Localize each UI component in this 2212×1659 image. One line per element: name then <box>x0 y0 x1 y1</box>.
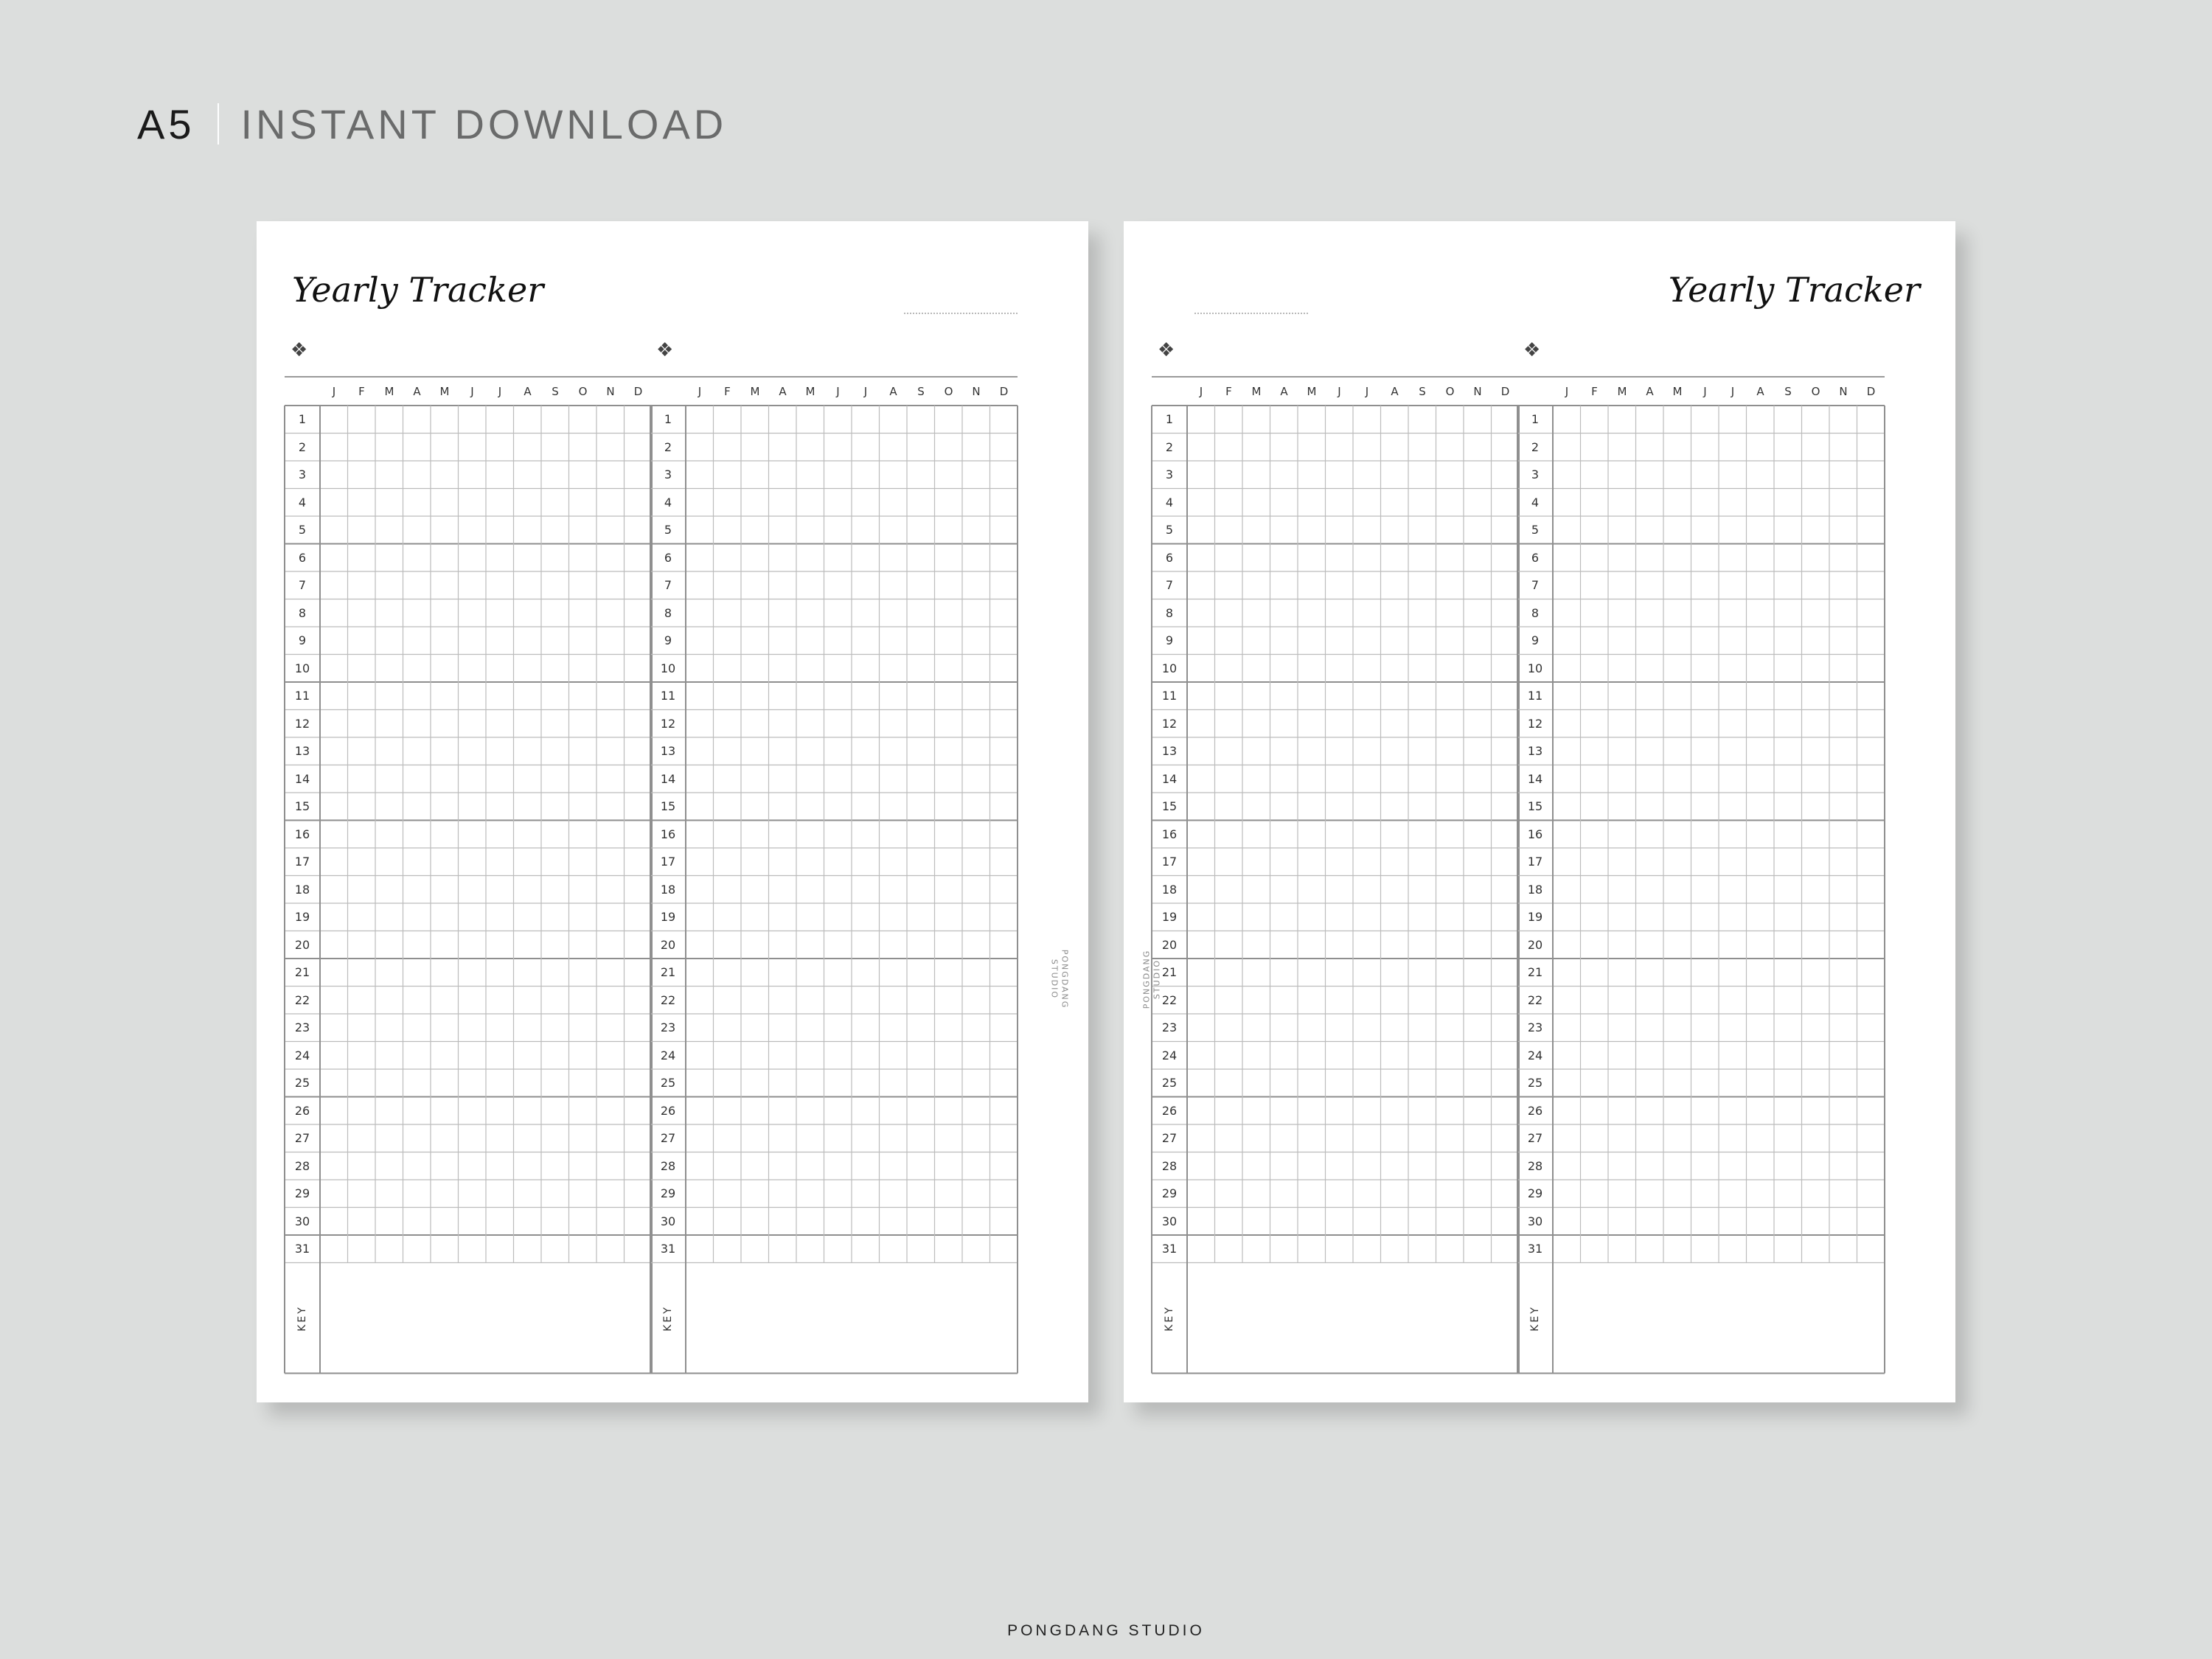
day-number: 23 <box>1527 1020 1543 1034</box>
day-number: 21 <box>660 965 676 979</box>
planner-page-right <box>1124 221 1955 1402</box>
header <box>137 94 727 153</box>
diamond-icon: ❖ <box>656 339 674 361</box>
day-number: 4 <box>298 495 307 509</box>
day-number: 5 <box>298 523 307 537</box>
day-number: 4 <box>664 495 672 509</box>
day-number: 7 <box>664 578 672 592</box>
day-number: 6 <box>664 550 672 565</box>
day-number: 19 <box>294 910 310 924</box>
month-label: S <box>552 385 559 398</box>
page-title: Yearly Tracker <box>292 270 544 310</box>
day-number: 31 <box>1161 1242 1178 1256</box>
day-number: 10 <box>1161 661 1178 675</box>
side-brand-line1: PONGDANG <box>1141 949 1152 1009</box>
day-number: 11 <box>660 689 676 703</box>
day-number: 21 <box>294 965 310 979</box>
day-number: 3 <box>664 467 672 481</box>
month-label: J <box>1731 385 1735 398</box>
key-label-text: KEY <box>661 1304 674 1332</box>
day-number: 24 <box>1161 1048 1178 1062</box>
month-label: N <box>606 385 615 398</box>
month-label: M <box>1617 385 1627 398</box>
month-label: A <box>1756 385 1764 398</box>
month-label: J <box>332 385 336 398</box>
day-number: 26 <box>294 1103 310 1118</box>
month-label: M <box>1307 385 1317 398</box>
day-number: 27 <box>1527 1131 1543 1145</box>
day-number: 4 <box>1165 495 1174 509</box>
day-number: 30 <box>1161 1214 1178 1228</box>
day-number: 25 <box>1527 1076 1543 1090</box>
month-label: J <box>698 385 702 398</box>
day-number: 13 <box>1527 744 1543 758</box>
day-number: 26 <box>1161 1103 1178 1118</box>
month-label: J <box>1365 385 1369 398</box>
day-number: 17 <box>294 855 310 869</box>
month-label: D <box>999 385 1009 398</box>
day-number: 20 <box>1527 937 1543 952</box>
key-label-text: KEY <box>1528 1304 1541 1332</box>
day-number: 1 <box>1165 412 1174 426</box>
day-number: 30 <box>660 1214 676 1228</box>
month-label: S <box>1784 385 1792 398</box>
day-number: 6 <box>1165 550 1174 565</box>
footer-brand: PONGDANG STUDIO <box>1007 1622 1205 1639</box>
key-label <box>285 1263 320 1374</box>
day-number: 28 <box>660 1158 676 1173</box>
day-number: 22 <box>1161 992 1178 1007</box>
month-label: A <box>889 385 897 398</box>
month-label: J <box>498 385 502 398</box>
side-brand-line2: STUDIO <box>1049 959 1060 1000</box>
day-number: 16 <box>660 827 676 841</box>
day-number: 9 <box>664 633 672 647</box>
day-number: 2 <box>664 439 672 454</box>
day-number: 12 <box>660 716 676 731</box>
day-number: 3 <box>1531 467 1540 481</box>
month-label: D <box>1866 385 1876 398</box>
month-label: F <box>1591 385 1598 398</box>
day-number: 5 <box>664 523 672 537</box>
day-number: 28 <box>1161 1158 1178 1173</box>
month-label: M <box>439 385 450 398</box>
day-number: 19 <box>1161 910 1178 924</box>
day-number: 18 <box>660 882 676 897</box>
day-number: 23 <box>660 1020 676 1034</box>
month-label: F <box>358 385 365 398</box>
day-number: 22 <box>294 992 310 1007</box>
month-label: D <box>1500 385 1510 398</box>
day-number: 31 <box>1527 1242 1543 1256</box>
side-brand-line1: PONGDANG <box>1060 949 1070 1009</box>
day-number: 14 <box>1527 771 1543 786</box>
page-title: Yearly Tracker <box>1668 270 1920 310</box>
day-number: 19 <box>1527 910 1543 924</box>
key-label-text: KEY <box>296 1304 308 1332</box>
day-number: 11 <box>294 689 310 703</box>
day-number: 29 <box>1161 1186 1178 1200</box>
day-number: 17 <box>1161 855 1178 869</box>
day-number: 23 <box>294 1020 310 1034</box>
day-number: 1 <box>298 412 307 426</box>
month-label: A <box>1391 385 1399 398</box>
day-number: 22 <box>1527 992 1543 1007</box>
month-label: M <box>384 385 394 398</box>
day-number: 1 <box>664 412 672 426</box>
day-number: 1 <box>1531 412 1540 426</box>
month-label: J <box>1703 385 1707 398</box>
day-number: 16 <box>1527 827 1543 841</box>
day-number: 18 <box>1161 882 1178 897</box>
day-number: 21 <box>1161 965 1178 979</box>
month-label: O <box>1445 385 1455 398</box>
day-number: 29 <box>1527 1186 1543 1200</box>
day-number: 4 <box>1531 495 1540 509</box>
month-label: J <box>836 385 840 398</box>
day-number: 27 <box>1161 1131 1178 1145</box>
day-number: 24 <box>660 1048 676 1062</box>
month-label: J <box>1565 385 1569 398</box>
day-number: 28 <box>294 1158 310 1173</box>
month-label: A <box>413 385 421 398</box>
day-number: 13 <box>1161 744 1178 758</box>
day-number: 14 <box>294 771 310 786</box>
day-number: 15 <box>1161 799 1178 813</box>
month-label: N <box>1839 385 1848 398</box>
paper-size: A5 <box>137 100 195 147</box>
month-label: M <box>750 385 760 398</box>
day-number: 20 <box>660 937 676 952</box>
day-number: 29 <box>294 1186 310 1200</box>
day-number: 3 <box>1165 467 1174 481</box>
month-label: N <box>1473 385 1482 398</box>
header-divider <box>218 103 219 145</box>
month-label: M <box>805 385 815 398</box>
month-label: A <box>1646 385 1654 398</box>
day-number: 2 <box>1531 439 1540 454</box>
day-number: 12 <box>294 716 310 731</box>
day-number: 19 <box>660 910 676 924</box>
day-number: 15 <box>294 799 310 813</box>
day-number: 17 <box>1527 855 1543 869</box>
day-number: 12 <box>1161 716 1178 731</box>
day-number: 10 <box>660 661 676 675</box>
day-number: 13 <box>294 744 310 758</box>
side-brand-line2: STUDIO <box>1152 959 1162 1000</box>
month-label: O <box>578 385 588 398</box>
day-number: 8 <box>1531 605 1540 620</box>
month-label: A <box>1280 385 1288 398</box>
day-number: 15 <box>1527 799 1543 813</box>
day-number: 30 <box>294 1214 310 1228</box>
day-number: 3 <box>298 467 307 481</box>
month-label: A <box>524 385 532 398</box>
day-number: 7 <box>298 578 307 592</box>
day-number: 7 <box>1531 578 1540 592</box>
month-label: F <box>1225 385 1232 398</box>
day-number: 17 <box>660 855 676 869</box>
day-number: 18 <box>294 882 310 897</box>
day-number: 8 <box>298 605 307 620</box>
day-number: 8 <box>1165 605 1174 620</box>
month-label: D <box>633 385 643 398</box>
day-number: 2 <box>1165 439 1174 454</box>
day-number: 9 <box>1165 633 1174 647</box>
month-label: F <box>724 385 731 398</box>
day-number: 9 <box>298 633 307 647</box>
day-number: 8 <box>664 605 672 620</box>
day-number: 25 <box>294 1076 310 1090</box>
day-number: 9 <box>1531 633 1540 647</box>
day-number: 6 <box>298 550 307 565</box>
day-number: 20 <box>294 937 310 952</box>
day-number: 21 <box>1527 965 1543 979</box>
month-label: J <box>863 385 868 398</box>
month-label: M <box>1672 385 1683 398</box>
day-number: 27 <box>660 1131 676 1145</box>
day-number: 29 <box>660 1186 676 1200</box>
diamond-icon: ❖ <box>1158 339 1175 361</box>
day-number: 20 <box>1161 937 1178 952</box>
day-number: 11 <box>1527 689 1543 703</box>
month-label: N <box>972 385 981 398</box>
month-label: S <box>917 385 925 398</box>
day-number: 25 <box>1161 1076 1178 1090</box>
day-number: 25 <box>660 1076 676 1090</box>
day-number: 10 <box>1527 661 1543 675</box>
planner-page-left <box>257 221 1088 1402</box>
key-label <box>1517 1263 1553 1374</box>
day-number: 30 <box>1527 1214 1543 1228</box>
day-number: 13 <box>660 744 676 758</box>
month-label: J <box>1199 385 1203 398</box>
day-number: 23 <box>1161 1020 1178 1034</box>
month-label: J <box>470 385 474 398</box>
month-label: M <box>1251 385 1262 398</box>
diamond-icon: ❖ <box>291 339 308 361</box>
day-number: 31 <box>660 1242 676 1256</box>
month-label: S <box>1419 385 1426 398</box>
key-label-text: KEY <box>1163 1304 1175 1332</box>
day-number: 7 <box>1165 578 1174 592</box>
diamond-icon: ❖ <box>1523 339 1541 361</box>
day-number: 2 <box>298 439 307 454</box>
key-label <box>1152 1263 1187 1374</box>
day-number: 31 <box>294 1242 310 1256</box>
day-number: 12 <box>1527 716 1543 731</box>
month-label: J <box>1338 385 1341 398</box>
day-number: 28 <box>1527 1158 1543 1173</box>
day-number: 24 <box>1527 1048 1543 1062</box>
day-number: 26 <box>660 1103 676 1118</box>
day-number: 5 <box>1165 523 1174 537</box>
month-label: A <box>779 385 787 398</box>
day-number: 16 <box>294 827 310 841</box>
day-number: 5 <box>1531 523 1540 537</box>
day-number: 27 <box>294 1131 310 1145</box>
day-number: 14 <box>1161 771 1178 786</box>
header-tagline: INSTANT DOWNLOAD <box>240 100 728 147</box>
day-number: 14 <box>660 771 676 786</box>
day-number: 6 <box>1531 550 1540 565</box>
day-number: 11 <box>1161 689 1178 703</box>
key-label <box>650 1263 686 1374</box>
day-number: 26 <box>1527 1103 1543 1118</box>
day-number: 10 <box>294 661 310 675</box>
day-number: 24 <box>294 1048 310 1062</box>
month-label: O <box>1811 385 1820 398</box>
day-number: 22 <box>660 992 676 1007</box>
month-label: O <box>944 385 953 398</box>
day-number: 16 <box>1161 827 1178 841</box>
day-number: 15 <box>660 799 676 813</box>
day-number: 18 <box>1527 882 1543 897</box>
